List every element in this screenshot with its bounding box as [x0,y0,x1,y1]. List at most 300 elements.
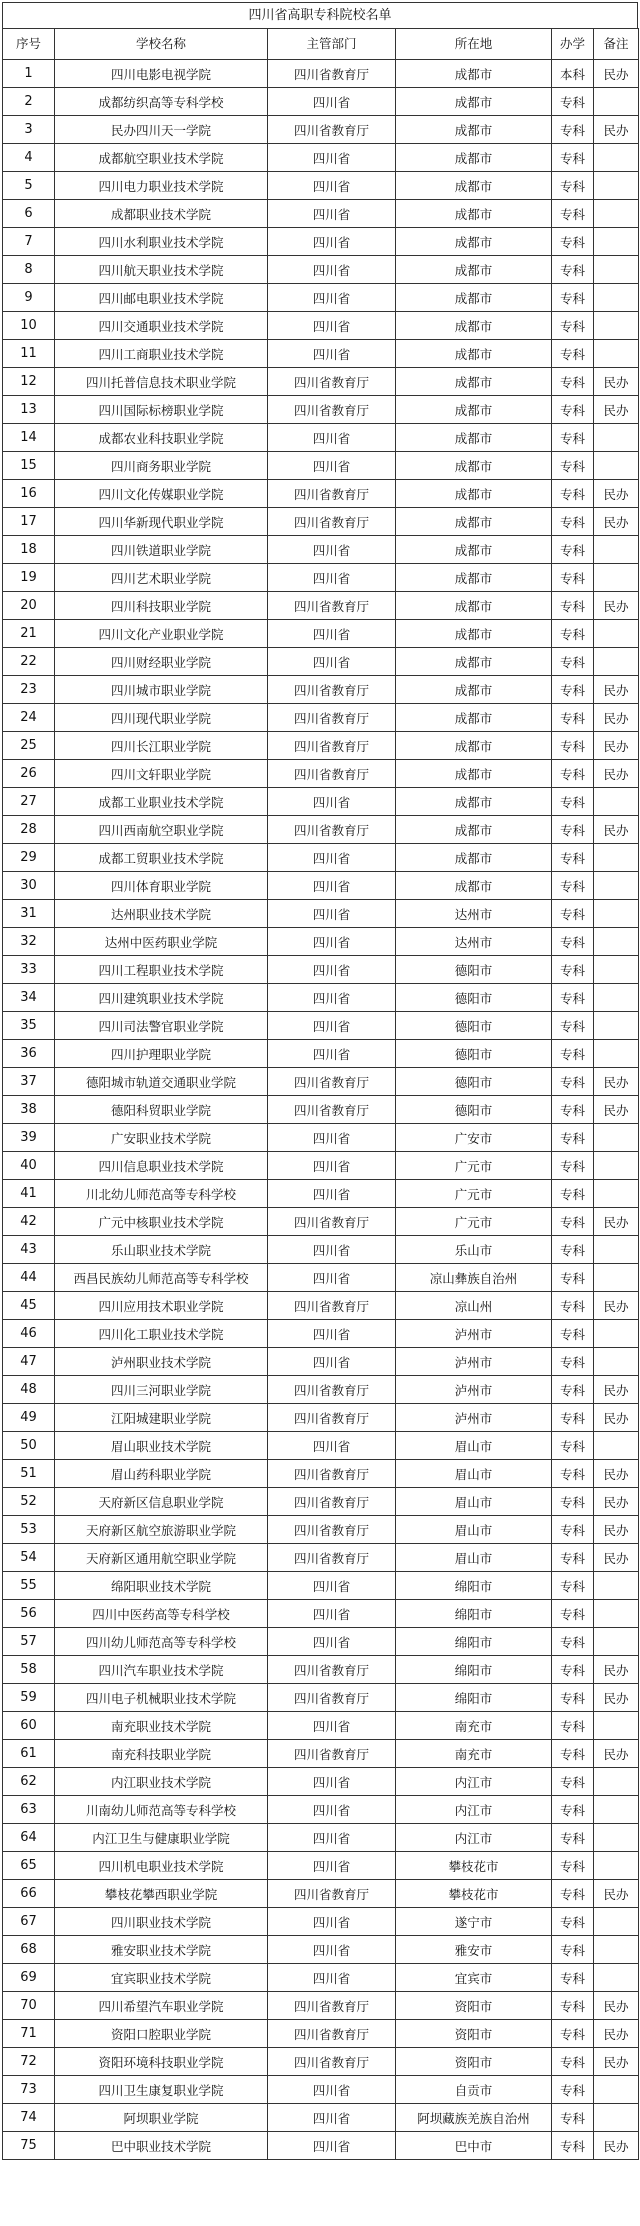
cell-school-name: 四川应用技术职业学院 [55,1292,268,1320]
cell-level: 专科 [552,1040,594,1068]
cell-school-name: 四川体育职业学院 [55,872,268,900]
cell-authority: 四川省 [268,1936,396,1964]
school-table [2,28,639,2160]
cell-location: 广安市 [396,1124,552,1152]
cell-school-name: 四川财经职业学院 [55,648,268,676]
cell-authority: 四川省教育厅 [268,60,396,88]
cell-note: 民办 [594,1096,639,1124]
cell-authority: 四川省 [268,984,396,1012]
cell-authority: 四川省教育厅 [268,1656,396,1684]
cell-authority: 四川省 [268,900,396,928]
table-row [3,1208,639,1236]
cell-index: 63 [3,1796,55,1824]
cell-index: 21 [3,620,55,648]
cell-note [594,1908,639,1936]
cell-level: 专科 [552,732,594,760]
column-header-location: 所在地 [396,29,552,60]
cell-school-name: 眉山药科职业学院 [55,1460,268,1488]
cell-school-name: 成都工贸职业技术学院 [55,844,268,872]
cell-note [594,1040,639,1068]
cell-school-name: 四川长江职业学院 [55,732,268,760]
table-row [3,564,639,592]
cell-location: 绵阳市 [396,1600,552,1628]
cell-school-name: 成都职业技术学院 [55,200,268,228]
table-row [3,1376,639,1404]
cell-level: 专科 [552,340,594,368]
cell-index: 5 [3,172,55,200]
cell-location: 成都市 [396,788,552,816]
cell-school-name: 四川建筑职业技术学院 [55,984,268,1012]
cell-location: 泸州市 [396,1376,552,1404]
cell-note: 民办 [594,732,639,760]
cell-level: 专科 [552,1068,594,1096]
cell-school-name: 川北幼儿师范高等专科学校 [55,1180,268,1208]
cell-level: 专科 [552,1768,594,1796]
column-header-school-name: 学校名称 [55,29,268,60]
cell-location: 泸州市 [396,1348,552,1376]
cell-level: 专科 [552,1712,594,1740]
cell-index: 74 [3,2104,55,2132]
cell-note [594,1152,639,1180]
cell-authority: 四川省教育厅 [268,760,396,788]
cell-location: 成都市 [396,200,552,228]
cell-note [594,1796,639,1824]
cell-school-name: 宜宾职业技术学院 [55,1964,268,1992]
cell-authority: 四川省教育厅 [268,592,396,620]
cell-authority: 四川省教育厅 [268,396,396,424]
cell-note [594,900,639,928]
cell-index: 40 [3,1152,55,1180]
cell-authority: 四川省 [268,228,396,256]
cell-note: 民办 [594,508,639,536]
cell-school-name: 四川文化传媒职业学院 [55,480,268,508]
cell-note: 民办 [594,704,639,732]
cell-index: 71 [3,2020,55,2048]
cell-note [594,1852,639,1880]
cell-index: 56 [3,1600,55,1628]
cell-level: 专科 [552,1908,594,1936]
cell-authority: 四川省 [268,844,396,872]
cell-school-name: 南充职业技术学院 [55,1712,268,1740]
cell-school-name: 攀枝花攀西职业学院 [55,1880,268,1908]
cell-level: 专科 [552,1292,594,1320]
cell-note [594,536,639,564]
cell-location: 成都市 [396,816,552,844]
cell-index: 43 [3,1236,55,1264]
cell-level: 专科 [552,1152,594,1180]
table-row [3,1068,639,1096]
cell-index: 24 [3,704,55,732]
cell-authority: 四川省教育厅 [268,1096,396,1124]
cell-level: 专科 [552,1404,594,1432]
cell-note: 民办 [594,1376,639,1404]
cell-level: 专科 [552,620,594,648]
cell-authority: 四川省 [268,2132,396,2160]
cell-school-name: 巴中职业技术学院 [55,2132,268,2160]
cell-index: 46 [3,1320,55,1348]
table-row [3,1684,639,1712]
cell-level: 专科 [552,1012,594,1040]
cell-school-name: 资阳环境科技职业学院 [55,2048,268,2076]
cell-authority: 四川省 [268,648,396,676]
cell-location: 绵阳市 [396,1684,552,1712]
cell-location: 成都市 [396,676,552,704]
cell-school-name: 天府新区通用航空职业学院 [55,1544,268,1572]
cell-location: 成都市 [396,424,552,452]
cell-authority: 四川省 [268,1432,396,1460]
cell-location: 德阳市 [396,1096,552,1124]
cell-level: 专科 [552,144,594,172]
cell-index: 75 [3,2132,55,2160]
cell-index: 65 [3,1852,55,1880]
cell-location: 自贡市 [396,2076,552,2104]
cell-authority: 四川省教育厅 [268,1684,396,1712]
cell-level: 专科 [552,1516,594,1544]
table-row [3,1908,639,1936]
cell-note: 民办 [594,592,639,620]
cell-location: 乐山市 [396,1236,552,1264]
cell-index: 27 [3,788,55,816]
table-row [3,1628,639,1656]
cell-level: 专科 [552,816,594,844]
cell-note: 民办 [594,1488,639,1516]
cell-school-name: 四川商务职业学院 [55,452,268,480]
cell-school-name: 达州职业技术学院 [55,900,268,928]
cell-index: 31 [3,900,55,928]
cell-level: 专科 [552,676,594,704]
cell-index: 12 [3,368,55,396]
cell-location: 凉山彝族自治州 [396,1264,552,1292]
cell-index: 45 [3,1292,55,1320]
cell-level: 专科 [552,956,594,984]
cell-authority: 四川省 [268,424,396,452]
cell-index: 19 [3,564,55,592]
cell-school-name: 四川化工职业技术学院 [55,1320,268,1348]
cell-index: 72 [3,2048,55,2076]
cell-index: 2 [3,88,55,116]
cell-school-name: 四川司法警官职业学院 [55,1012,268,1040]
column-header-level: 办学 [552,29,594,60]
cell-level: 专科 [552,228,594,256]
cell-note [594,1264,639,1292]
table-row [3,1936,639,1964]
table-row [3,200,639,228]
cell-school-name: 四川希望汽车职业学院 [55,1992,268,2020]
cell-note [594,312,639,340]
cell-authority: 四川省教育厅 [268,1208,396,1236]
cell-level: 专科 [552,2020,594,2048]
cell-level: 专科 [552,1208,594,1236]
cell-school-name: 四川艺术职业学院 [55,564,268,592]
cell-authority: 四川省 [268,1600,396,1628]
table-row [3,480,639,508]
cell-authority: 四川省 [268,928,396,956]
cell-note [594,844,639,872]
cell-index: 3 [3,116,55,144]
cell-note: 民办 [594,1992,639,2020]
cell-level: 专科 [552,760,594,788]
cell-index: 64 [3,1824,55,1852]
cell-authority: 四川省 [268,1852,396,1880]
cell-school-name: 内江卫生与健康职业学院 [55,1824,268,1852]
table-row [3,1096,639,1124]
table-row [3,788,639,816]
cell-note [594,1012,639,1040]
cell-school-name: 江阳城建职业学院 [55,1404,268,1432]
cell-note [594,1936,639,1964]
cell-location: 内江市 [396,1796,552,1824]
cell-location: 广元市 [396,1208,552,1236]
cell-school-name: 四川铁道职业学院 [55,536,268,564]
cell-index: 8 [3,256,55,284]
cell-school-name: 四川文化产业职业学院 [55,620,268,648]
table-row [3,1012,639,1040]
cell-location: 达州市 [396,928,552,956]
cell-note: 民办 [594,2048,639,2076]
table-row [3,368,639,396]
table-body [3,60,639,2160]
table-row [3,760,639,788]
cell-level: 专科 [552,900,594,928]
table-row [3,2104,639,2132]
cell-school-name: 乐山职业技术学院 [55,1236,268,1264]
cell-level: 专科 [552,592,594,620]
table-row [3,592,639,620]
cell-note: 民办 [594,1740,639,1768]
cell-location: 绵阳市 [396,1628,552,1656]
cell-authority: 四川省教育厅 [268,1292,396,1320]
cell-school-name: 四川卫生康复职业学院 [55,2076,268,2104]
cell-location: 成都市 [396,452,552,480]
cell-authority: 四川省教育厅 [268,1488,396,1516]
cell-authority: 四川省 [268,172,396,200]
cell-level: 本科 [552,60,594,88]
cell-school-name: 四川中医药高等专科学校 [55,1600,268,1628]
cell-location: 成都市 [396,844,552,872]
cell-level: 专科 [552,1236,594,1264]
cell-school-name: 川南幼儿师范高等专科学校 [55,1796,268,1824]
table-row [3,116,639,144]
cell-level: 专科 [552,1824,594,1852]
cell-note [594,200,639,228]
cell-location: 成都市 [396,620,552,648]
cell-level: 专科 [552,1124,594,1152]
cell-note [594,1124,639,1152]
cell-location: 眉山市 [396,1432,552,1460]
cell-authority: 四川省 [268,1152,396,1180]
cell-level: 专科 [552,1544,594,1572]
cell-school-name: 泸州职业技术学院 [55,1348,268,1376]
cell-school-name: 南充科技职业学院 [55,1740,268,1768]
cell-authority: 四川省 [268,1964,396,1992]
cell-index: 23 [3,676,55,704]
cell-index: 67 [3,1908,55,1936]
cell-authority: 四川省 [268,1768,396,1796]
cell-index: 37 [3,1068,55,1096]
sheet-title: 四川省高职专科院校名单 [2,2,638,28]
cell-authority: 四川省教育厅 [268,1516,396,1544]
table-row [3,1516,639,1544]
cell-location: 内江市 [396,1824,552,1852]
cell-authority: 四川省 [268,452,396,480]
cell-school-name: 达州中医药职业学院 [55,928,268,956]
cell-note [594,1432,639,1460]
cell-authority: 四川省 [268,1572,396,1600]
cell-location: 成都市 [396,732,552,760]
cell-authority: 四川省 [268,1236,396,1264]
cell-authority: 四川省 [268,1628,396,1656]
table-row [3,1992,639,2020]
cell-authority: 四川省教育厅 [268,480,396,508]
cell-school-name: 四川华新现代职业学院 [55,508,268,536]
cell-location: 成都市 [396,592,552,620]
cell-index: 57 [3,1628,55,1656]
cell-note: 民办 [594,1404,639,1432]
table-row [3,676,639,704]
cell-authority: 四川省教育厅 [268,1068,396,1096]
cell-note: 民办 [594,1068,639,1096]
cell-level: 专科 [552,1460,594,1488]
cell-authority: 四川省 [268,1824,396,1852]
cell-authority: 四川省 [268,2104,396,2132]
cell-level: 专科 [552,872,594,900]
cell-note [594,1768,639,1796]
cell-location: 成都市 [396,368,552,396]
table-row [3,1124,639,1152]
cell-note: 民办 [594,116,639,144]
cell-level: 专科 [552,1320,594,1348]
cell-school-name: 四川现代职业学院 [55,704,268,732]
table-row [3,1796,639,1824]
cell-authority: 四川省 [268,256,396,284]
cell-note: 民办 [594,60,639,88]
cell-location: 资阳市 [396,2020,552,2048]
cell-level: 专科 [552,1964,594,1992]
table-row [3,1432,639,1460]
cell-index: 51 [3,1460,55,1488]
cell-authority: 四川省 [268,312,396,340]
cell-school-name: 四川托普信息技术职业学院 [55,368,268,396]
cell-school-name: 成都纺织高等专科学校 [55,88,268,116]
cell-location: 眉山市 [396,1516,552,1544]
cell-level: 专科 [552,1488,594,1516]
cell-level: 专科 [552,1348,594,1376]
cell-level: 专科 [552,1264,594,1292]
cell-authority: 四川省 [268,200,396,228]
cell-school-name: 四川工商职业技术学院 [55,340,268,368]
cell-note [594,1180,639,1208]
cell-school-name: 四川电力职业技术学院 [55,172,268,200]
cell-location: 成都市 [396,648,552,676]
cell-school-name: 四川三河职业学院 [55,1376,268,1404]
cell-level: 专科 [552,172,594,200]
cell-school-name: 成都航空职业技术学院 [55,144,268,172]
cell-index: 11 [3,340,55,368]
cell-note: 民办 [594,1544,639,1572]
cell-authority: 四川省 [268,1908,396,1936]
cell-index: 70 [3,1992,55,2020]
cell-index: 36 [3,1040,55,1068]
cell-school-name: 四川科技职业学院 [55,592,268,620]
cell-index: 6 [3,200,55,228]
table-row [3,172,639,200]
cell-authority: 四川省教育厅 [268,1460,396,1488]
cell-location: 成都市 [396,872,552,900]
table-row [3,60,639,88]
table-row [3,844,639,872]
cell-level: 专科 [552,2048,594,2076]
table-row [3,396,639,424]
cell-school-name: 绵阳职业技术学院 [55,1572,268,1600]
cell-school-name: 四川航天职业技术学院 [55,256,268,284]
cell-level: 专科 [552,1796,594,1824]
cell-location: 绵阳市 [396,1656,552,1684]
cell-note [594,256,639,284]
cell-index: 26 [3,760,55,788]
cell-level: 专科 [552,116,594,144]
cell-level: 专科 [552,2132,594,2160]
cell-authority: 四川省 [268,1796,396,1824]
table-row [3,1180,639,1208]
cell-note [594,928,639,956]
cell-note: 民办 [594,676,639,704]
cell-location: 德阳市 [396,1068,552,1096]
table-row [3,284,639,312]
cell-authority: 四川省教育厅 [268,2020,396,2048]
cell-index: 38 [3,1096,55,1124]
cell-school-name: 德阳科贸职业学院 [55,1096,268,1124]
cell-school-name: 西昌民族幼儿师范高等专科学校 [55,1264,268,1292]
cell-location: 雅安市 [396,1936,552,1964]
cell-level: 专科 [552,984,594,1012]
table-row [3,1880,639,1908]
cell-authority: 四川省 [268,536,396,564]
cell-authority: 四川省 [268,2076,396,2104]
cell-location: 德阳市 [396,1012,552,1040]
cell-location: 内江市 [396,1768,552,1796]
table-row [3,816,639,844]
cell-location: 遂宁市 [396,1908,552,1936]
column-header-index: 序号 [3,29,55,60]
cell-index: 7 [3,228,55,256]
cell-note [594,648,639,676]
cell-location: 攀枝花市 [396,1852,552,1880]
cell-school-name: 成都农业科技职业学院 [55,424,268,452]
column-header-authority: 主管部门 [268,29,396,60]
cell-school-name: 四川邮电职业技术学院 [55,284,268,312]
cell-level: 专科 [552,480,594,508]
cell-note [594,340,639,368]
cell-note: 民办 [594,396,639,424]
cell-school-name: 四川汽车职业技术学院 [55,1656,268,1684]
cell-note [594,88,639,116]
cell-level: 专科 [552,536,594,564]
table-row [3,144,639,172]
cell-level: 专科 [552,928,594,956]
cell-authority: 四川省教育厅 [268,1740,396,1768]
cell-note [594,1964,639,1992]
cell-index: 42 [3,1208,55,1236]
cell-note [594,228,639,256]
table-row [3,648,639,676]
cell-note: 民办 [594,816,639,844]
table-row [3,1740,639,1768]
table-row [3,984,639,1012]
cell-level: 专科 [552,1376,594,1404]
cell-note [594,452,639,480]
cell-level: 专科 [552,1572,594,1600]
cell-index: 13 [3,396,55,424]
